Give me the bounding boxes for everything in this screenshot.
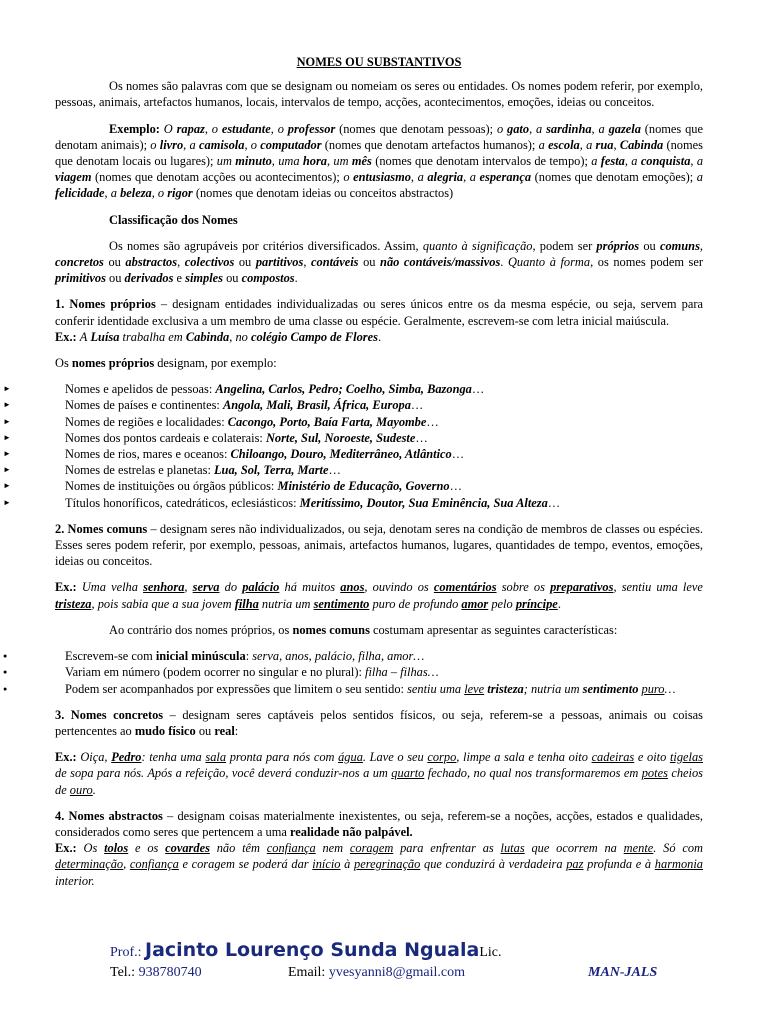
classification-heading: Classificação dos Nomes	[109, 212, 238, 227]
page-title: NOMES OU SUBSTANTIVOS	[296, 55, 462, 69]
classification-paragraph: Os nomes são agrupáveis por critérios diversificados. Assim, quanto à significação, podem ser próprios ou comuns, concretos ou abstractos, colectivos ou partitivos, contáveis ou não contáveis/massivos. Quanto à forma, os nomes podem ser primitivos ou derivados e simples ou compostos.	[55, 238, 704, 286]
section-4-paragraph: 4. Nomes abstractos – designam coisas materialmente inexistentes, ou seja, referem-se a noções, acções, estados e qualidades, considerados como seres que pertencem a uma realidade não palpável. Ex.: Os tolos e os covardes não têm confiança nem coragem para enfrentar as lutas que ocorrem na mente. Só com determinação, confiança e coragem se poderá dar início à peregrinação que conduzirá à verdadeira paz profunda e à harmonia interior.	[55, 808, 703, 888]
contact-line	[110, 965, 710, 983]
section-3-example: Ex.: Oiça, Pedro: tenha uma sala pronta para nós com água. Lave o seu corpo, limpe a sala e tenha oito cadeiras e oito tigelas de sopa para nós. Após a refeição, você deverá conduzir-nos a um quarto fechado, no qual nos transformaremos em potes cheios de ouro.	[55, 750, 703, 797]
list-item: ► Nomes de rios, mares e oceanos: Chiloango, Douro, Mediterrâneo, Atlântico…	[55, 446, 703, 462]
section-4-heading: 4. Nomes abstractos	[55, 808, 163, 823]
comuns-contrast: Ao contrário dos nomes próprios, os nomes comuns costumam apresentar as seguintes características:	[109, 622, 618, 637]
list-item: ► Títulos honoríficos, catedráticos, eclesiásticos: Meritíssimo, Doutor, Sua Eminência, Sua Alteza…	[55, 495, 703, 511]
list-item: ► Nomes de regiões e localidades: Cacongo, Porto, Baía Farta, Mayombe…	[55, 414, 703, 430]
section-3-paragraph: 3. Nomes concretos – designam seres captáveis pelos sentidos físicos, ou seja, referem-se a pessoas, animais ou coisas pertencentes ao mudo físico ou real:	[55, 707, 704, 738]
example-paragraph: Exemplo: O rapaz, o estudante, o professor (nomes que denotam pessoas); o gato, a sardinha, a gazela (nomes que denotam animais); o livro, a camisola, o computador (nomes que denotam artefactos humanos); a escola, a rua, Cabinda (nomes que denotam locais ou lugares); um minuto, uma hora, um mês (nomes que denotam intervalos de tempo); a festa, a conquista, a viagem (nomes que denotam acções ou acontecimentos); o entusiasmo, a alegria, a esperança (nomes que denotam emoções); a felicidade, a beleza, o rigor (nomes que denotam ideias ou conceitos abstractos)	[55, 121, 704, 201]
proprios-intro: Os nomes próprios designam, por exemplo:	[55, 356, 277, 371]
list-item: ● Podem ser acompanhados por expressões que limitem o seu sentido: sentiu uma leve tristeza; nutria um sentimento puro…	[55, 681, 703, 697]
author-line: Prof.: Jacinto Lourenço Sunda NgualaLic.	[110, 939, 502, 961]
section-1-paragraph: 1. Nomes próprios – designam entidades individualizadas ou seres únicos entre os da mesma espécie, ou seja, servem para conferir identidade exclusiva a um membro de uma classe ou espécie. Geralmente, escrevem-se com letra inicial maiúscula. Ex.: A Luísa trabalha em Cabinda, no colégio Campo de Flores.	[55, 297, 703, 344]
brand-label: MAN-JALS	[588, 965, 658, 981]
section-2-heading: 2. Nomes comuns	[55, 521, 148, 536]
list-item: ► Nomes de instituições ou órgãos públicos: Ministério de Educação, Governo…	[55, 478, 703, 494]
footer	[110, 939, 710, 983]
section-2-paragraph: 2. Nomes comuns – designam seres não individualizados, ou seja, denotam seres na condição de membros de classes ou espécies. Esses seres podem referir, por exemplo, pessoas, animais, artefactos humanos, lugares, quantidades de tempo, eventos, emoções, ideias ou conceitos.	[55, 521, 703, 569]
list-item: ► Nomes de países e continentes: Angola, Mali, Brasil, África, Europa…	[55, 397, 703, 413]
list-item: ► Nomes e apelidos de pessoas: Angelina, Carlos, Pedro; Coelho, Simba, Bazonga…	[55, 381, 703, 397]
list-item: ● Escrevem-se com inicial minúscula: serva, anos, palácio, filha, amor…	[55, 648, 703, 664]
section-1-heading: 1. Nomes próprios	[55, 297, 156, 312]
email: Email: yvesyanni8@gmail.com	[288, 965, 465, 981]
document-page	[55, 54, 703, 899]
list-item: ► Nomes dos pontos cardeais e colaterais: Norte, Sul, Noroeste, Sudeste…	[55, 430, 703, 446]
proprios-list	[55, 381, 703, 511]
section-3-heading: 3. Nomes concretos	[55, 707, 164, 722]
comuns-list	[55, 648, 703, 697]
author-name: Jacinto Lourenço Sunda Nguala	[145, 939, 480, 961]
section-2-example: Ex.: Uma velha senhora, serva do palácio há muitos anos, ouvindo os comentários sobre os preparativos, sentiu uma leve tristeza, pois sabia que a sua jovem filha nutria um sentimento puro de profundo amor pelo príncipe.	[55, 580, 703, 611]
phone: Tel.: 938780740	[110, 965, 202, 981]
list-item: ● Variam em número (podem ocorrer no singular e no plural): filha – filhas…	[55, 664, 703, 680]
intro-paragraph: Os nomes são palavras com que se designam ou nomeiam os seres ou entidades. Os nomes podem referir, por exemplo, pessoas, animais, artefactos humanos, locais, intervalos de tempo, acções, acontecimentos, emoções, ideias ou conceitos.	[55, 79, 703, 110]
list-item: ► Nomes de estrelas e planetas: Lua, Sol, Terra, Marte…	[55, 462, 703, 478]
